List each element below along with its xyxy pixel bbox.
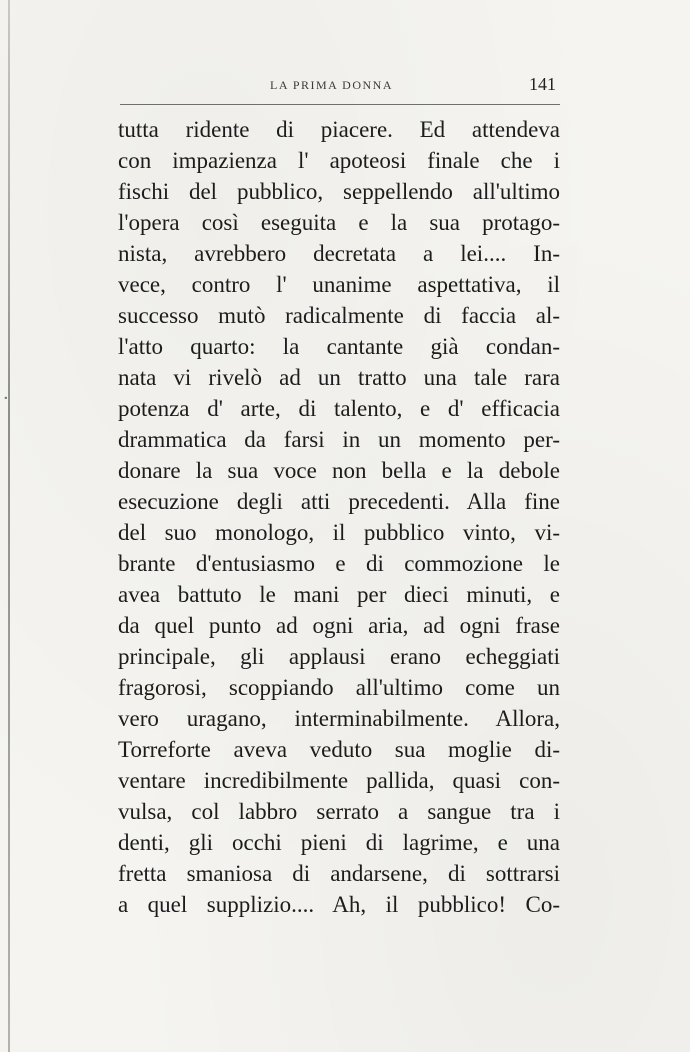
text-line: vero uragano, interminabilmente. Allora, bbox=[118, 706, 560, 731]
page-number: 141 bbox=[529, 74, 556, 94]
text-line: l'atto quarto: la cantante già condan- bbox=[118, 334, 560, 359]
text-line: drammatica da farsi in un momento per- bbox=[118, 427, 560, 452]
text-line: esecuzione degli atti precedenti. Alla fine bbox=[118, 489, 560, 514]
text-line: nata vi rivelò ad un tratto una tale rara bbox=[118, 365, 560, 390]
text-line: vece, contro l' unanime aspettativa, il bbox=[118, 272, 560, 297]
header-rule bbox=[120, 104, 560, 105]
text-line: brante d'entusiasmo e di commozione le bbox=[118, 551, 560, 576]
text-line: con impazienza l' apoteosi finale che i bbox=[118, 148, 560, 173]
text-line: fischi del pubblico, seppellendo all'ultimo bbox=[118, 179, 560, 204]
body-text bbox=[118, 114, 560, 920]
text-line: tutta ridente di piacere. Ed attendeva bbox=[118, 117, 560, 142]
text-line: successo mutò radicalmente di faccia al- bbox=[118, 303, 560, 328]
text-line: nista, avrebbero decretata a lei.... In- bbox=[118, 241, 560, 266]
text-line: fragorosi, scoppiando all'ultimo come un bbox=[118, 675, 560, 700]
text-line: principale, gli applausi erano echeggiati bbox=[118, 644, 560, 669]
text-line: avea battuto le mani per dieci minuti, e bbox=[118, 582, 560, 607]
text-line: l'opera così eseguita e la sua protago- bbox=[118, 210, 560, 235]
page-gutter-edge bbox=[8, 0, 10, 1052]
text-line: del suo monologo, il pubblico vinto, vi- bbox=[118, 520, 560, 545]
text-line: a quel supplizio.... Ah, il pubblico! Co- bbox=[118, 892, 560, 917]
text-line: potenza d' arte, di talento, e d' efficacia bbox=[118, 396, 560, 421]
text-line: ventare incredibilmente pallida, quasi con- bbox=[118, 768, 560, 793]
margin-mark: · bbox=[3, 388, 9, 409]
text-line: denti, gli occhi pieni di lagrime, e una bbox=[118, 830, 560, 855]
text-line: fretta smaniosa di andarsene, di sottrarsi bbox=[118, 861, 560, 886]
running-title: LA PRIMA DONNA bbox=[270, 78, 394, 92]
page-header bbox=[120, 74, 556, 100]
text-line: vulsa, col labbro serrato a sangue tra i bbox=[118, 799, 560, 824]
text-line: da quel punto ad ogni aria, ad ogni frase bbox=[118, 613, 560, 638]
text-line: Torreforte aveva veduto sua moglie di- bbox=[118, 737, 560, 762]
text-line: donare la sua voce non bella e la debole bbox=[118, 458, 560, 483]
